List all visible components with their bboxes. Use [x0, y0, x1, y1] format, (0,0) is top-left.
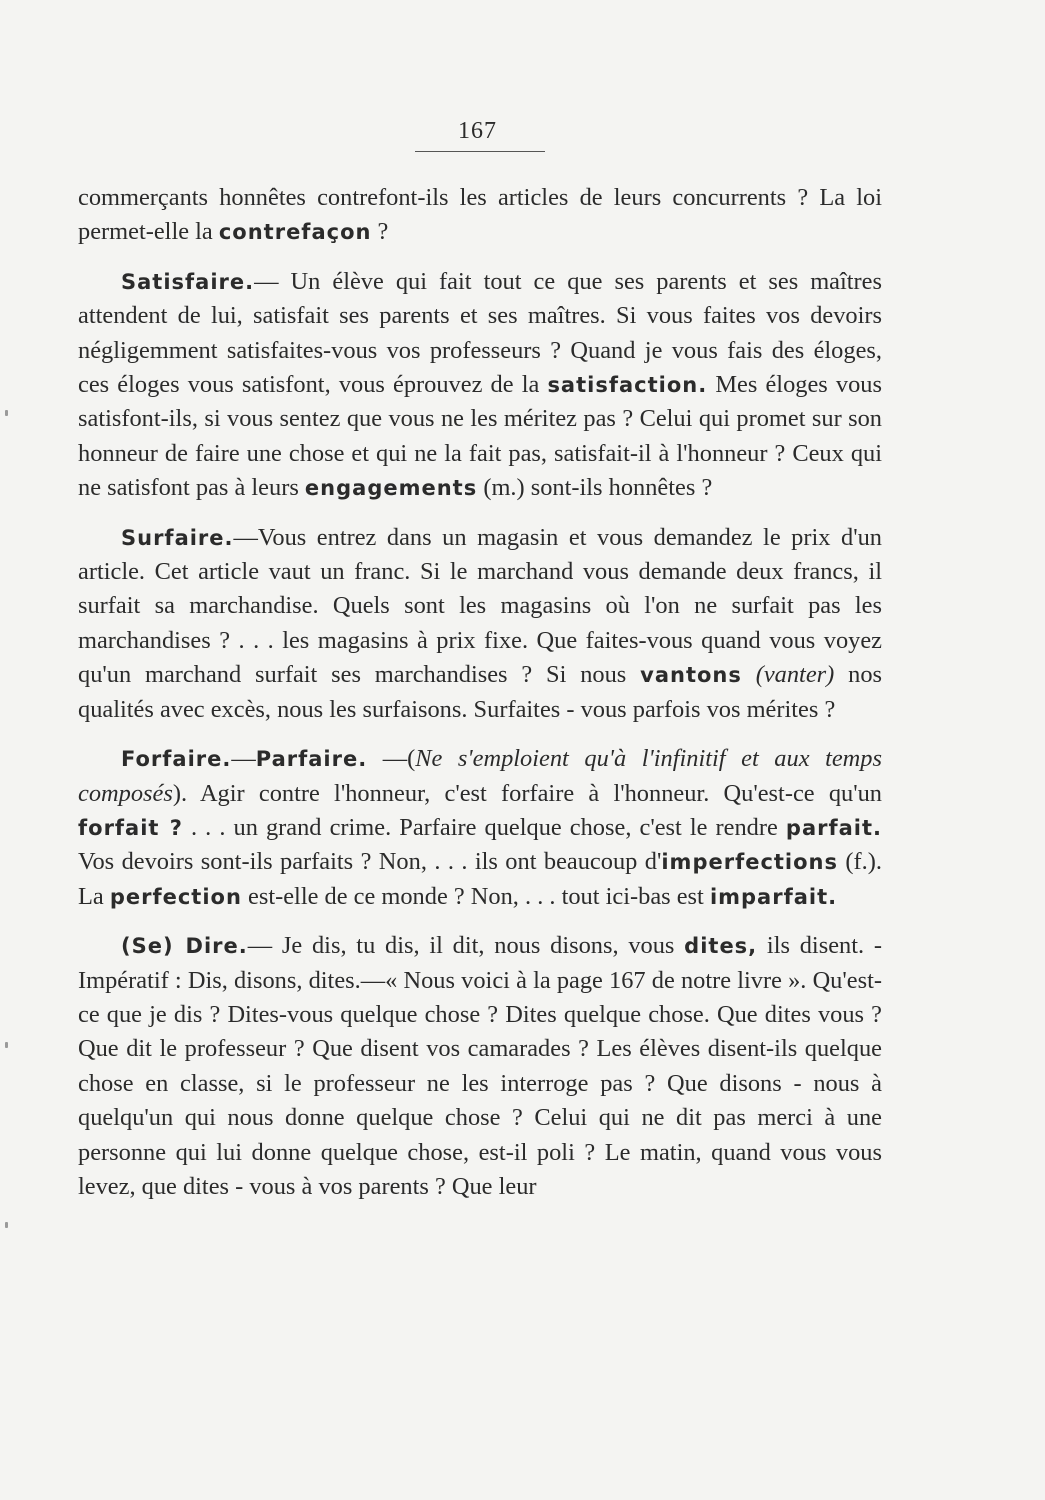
paragraph-forfaire-parfaire [78, 742, 882, 914]
headword: Parfaire. [255, 747, 368, 772]
headword: (Se) Dire. [121, 934, 248, 959]
text-run: nos qualités avec excès, nous les surfaisons. Surfaites - vous parfois vos mérites ? [78, 661, 883, 723]
text-run: Mes éloges vous satisfont-ils, si vous sentez que vous ne les méritez pas ? Celui qui promet sur son honneur de faire une chose et qui ne la fait pas, satisfait-il à l'honneur ? Ceux qui ne satisfont pas à leurs [78, 371, 882, 502]
text-run: ils disent. - Impératif : Dis, disons, dites.—« Nous voici à la page 167 de notre livre ». Qu'est-ce que je dis ? Dites-vous quelque chose ? Dites quelque chose. Que dites vous ? Que dit le professeur ? Que disent vos camarades ? Les élèves disent-ils quelque chose en classe, si le professeur ne les interroge pas ? Que disons - nous à quelqu'un qui nous donne quelque chose ? Celui qui ne dit pas merci à une personne qui lui donne quelque chose, est-il poli ? Le matin, quand vous vous levez, que dites - vous à vos parents ? Que leur [78, 932, 882, 1200]
keyword: engagements [304, 476, 478, 501]
text-run: —Vous entrez dans un magasin et vous demandez le prix d'un article. Cet article vaut un franc. Si le marchand vous demande deux francs, il surfait sa marchandise. Quels sont les magasins où l'on ne surfait pas les marchandises ? . . . les magasins à prix fixe. Que faites-vous quand vous voyez qu'un marchand surfait ses marchandises ? Si nous [78, 523, 882, 689]
text-run: commerçants honnêtes contrefont-ils les articles de leurs concurrents ? La loi permet-elle la [78, 184, 882, 246]
keyword: parfait. [785, 815, 882, 840]
text-run: ). Agir contre l'honneur, c'est forfaire à l'honneur. Qu'est-ce qu'un [172, 779, 882, 807]
text-run: (m.) sont-ils honnêtes ? [477, 474, 713, 502]
margin-mark [5, 1042, 8, 1048]
italic-note: Ne s'emploient qu'à l'infinitif et aux temps composés [78, 745, 882, 807]
text-run: — Un élève qui fait tout ce que ses parents et ses maîtres attendent de lui, satisfait ses parents et ses maîtres. Si vous faites vos devoirs négligemment satisfaites-vous vos professeurs ? Quand je vous fais des éloges, ces éloges vous satisfont, vous éprouvez de la [78, 267, 882, 399]
paragraph-satisfaire [78, 265, 882, 506]
paragraph-surfaire [78, 521, 882, 727]
keyword: satisfaction. [547, 373, 708, 398]
text-block [78, 181, 882, 1219]
keyword: contrefaçon [218, 220, 372, 245]
headword: Surfaire. [121, 525, 234, 550]
headword: Satisfaire. [121, 269, 255, 294]
text-run: — [231, 745, 256, 773]
headword: Forfaire. [121, 747, 232, 772]
keyword: forfait ? [78, 815, 183, 840]
margin-mark [5, 1222, 8, 1228]
header-rule [415, 151, 545, 152]
keyword: perfection [109, 884, 242, 909]
text-run: . . . un grand crime. Parfaire quelque chose, c'est le rendre [182, 813, 786, 841]
paragraph-dire [78, 929, 882, 1204]
text-run: (f.). La [78, 848, 882, 910]
page-number: 167 [458, 118, 497, 144]
keyword: imparfait. [709, 884, 838, 909]
italic-note: (vanter) [741, 661, 835, 689]
text-run: est-elle de ce monde ? Non, . . . tout ici-bas est [241, 882, 710, 910]
keyword: imperfections [661, 850, 839, 875]
text-run: ? [371, 218, 389, 246]
text-run: —( [367, 745, 416, 773]
keyword: dites, [684, 934, 758, 959]
text-run: — Je dis, tu dis, il dit, nous disons, vous [247, 932, 685, 960]
keyword: vantons [640, 663, 742, 688]
margin-mark [5, 410, 8, 416]
text-run: Vos devoirs sont-ils parfaits ? Non, . . . ils ont beaucoup d' [78, 848, 662, 876]
paragraph-contrefacon [78, 181, 882, 250]
